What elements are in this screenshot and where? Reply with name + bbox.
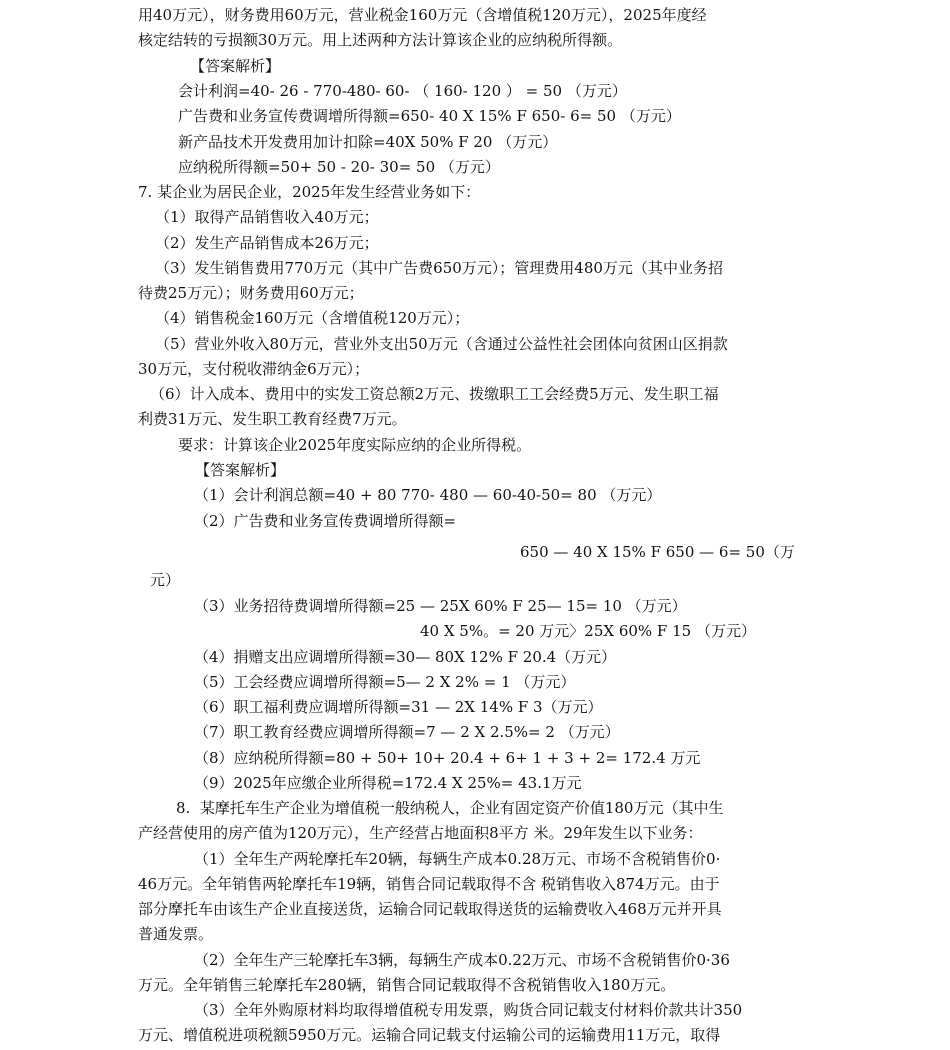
text-line: （1）会计利润总额=40 + 80 770- 480 — 60-40-50= 80 （万元）: [194, 486, 662, 504]
text-line: （7）职工教育经费应调增所得额=7 — 2 X 2.5%= 2 （万元）: [194, 723, 620, 741]
text-line: （5）营业外收入80万元，营业外支出50万元（含通过公益性社会团体向贫困山区捐款: [155, 335, 728, 353]
text-line: 会计利润=40- 26 - 770-480- 60- （ 160- 120 ） = 50 （万元）: [178, 82, 627, 100]
text-line: 利费31万元、发生职工教育经费7万元。: [138, 410, 407, 428]
text-line: （5）工会经费应调增所得额=5— 2 X 2% = 1 （万元）: [194, 673, 576, 691]
text-line: 产经营使用的房产值为120万元），生产经营占地面积8平方 米。29年发生以下业务：: [138, 824, 703, 842]
text-line: 用40万元），财务费用60万元，营业税金160万元（含增值税120万元），2025年度经: [138, 6, 707, 24]
text-line: （2）广告费和业务宣传费调增所得额=: [194, 512, 457, 530]
text-line: 待费25万元）；财务费用60万元；: [138, 284, 364, 302]
text-line: （3）全年外购原材料均取得增值税专用发票，购货合同记载支付材料价款共计350: [194, 1001, 743, 1019]
text-line: （8）应纳税所得额=80 + 50+ 10+ 20.4 + 6+ 1 + 3 + 2= 172.4 万元: [194, 749, 701, 767]
text-line: 普通发票。: [138, 925, 214, 943]
text-line: 应纳税所得额=50+ 50 - 20- 30= 50 （万元）: [178, 158, 500, 176]
text-line: （4）捐赠支出应调增所得额=30— 80X 12% F 20.4（万元）: [194, 648, 617, 666]
text-line: 万元。全年销售三轮摩托车280辆，销售合同记载取得不含税销售收入180万元。: [138, 976, 676, 994]
text-line: 要求：计算该企业2025年度实际应纳的企业所得税。: [178, 436, 532, 454]
text-line: 46万元。全年销售两轮摩托车19辆，销售合同记载取得不含 税销售收入874万元。由于: [138, 875, 720, 893]
text-line: 元）: [150, 571, 181, 589]
text-line: （1）取得产品销售收入40万元；: [155, 208, 379, 226]
text-line: 部分摩托车由该生产企业直接送货，运输合同记载取得送货的运输费收入468万元并开具: [138, 900, 722, 918]
text-line: （9）2025年应缴企业所得税=172.4 X 25%= 43.1万元: [194, 774, 582, 792]
text-line: 广告费和业务宣传费调增所得额=650- 40 X 15% F 650- 6= 50 （万元）: [178, 107, 681, 125]
question-heading: 7. 某企业为居民企业，2025年发生经营业务如下：: [138, 183, 481, 201]
text-line: 核定结转的亏损额30万元。用上述两种方法计算该企业的应纳税所得额。: [138, 31, 623, 49]
text-line: （3）业务招待费调增所得额=25 — 25X 60% F 25— 15= 10 （万元）: [194, 597, 687, 615]
text-line: （4）销售税金160万元（含增值税120万元）；: [155, 309, 470, 327]
text-line: （2）全年生产三轮摩托车3辆，每辆生产成本0.22万元、市场不含税销售价0·36: [194, 951, 730, 969]
section-label: 【答案解析】: [190, 57, 281, 75]
text-line: 40 X 5%。= 20 万元〉25X 60% F 15 （万元）: [420, 622, 756, 640]
text-line: 新产品技术开发费用加计扣除=40X 50% F 20 （万元）: [178, 133, 558, 151]
text-line: （1）全年生产两轮摩托车20辆，每辆生产成本0.28万元、市场不含税销售价0·: [194, 850, 721, 868]
text-line: 万元、增值税进项税额5950万元。运输合同记载支付运输公司的运输费用11万元，取得: [138, 1026, 721, 1044]
text-line: （6）职工福利费应调增所得额=31 — 2X 14% F 3（万元）: [194, 698, 603, 716]
section-label: 【答案解析】: [195, 461, 286, 479]
text-line: （6）计入成本、费用中的实发工资总额2万元、拨缴职工工会经费5万元、发生职工福: [150, 385, 719, 403]
text-line: 30万元，支付税收滞纳金6万元）；: [138, 360, 370, 378]
text-line: （2）发生产品销售成本26万元；: [155, 234, 379, 252]
question-heading: 8. 某摩托车生产企业为增值税一般纳税人，企业有固定资产价值180万元（其中生: [176, 799, 724, 817]
text-line: 650 — 40 X 15% F 650 — 6= 50（万: [520, 543, 795, 561]
text-line: （3）发生销售费用770万元（其中广告费650万元）；管理费用480万元（其中业务招: [155, 259, 723, 277]
